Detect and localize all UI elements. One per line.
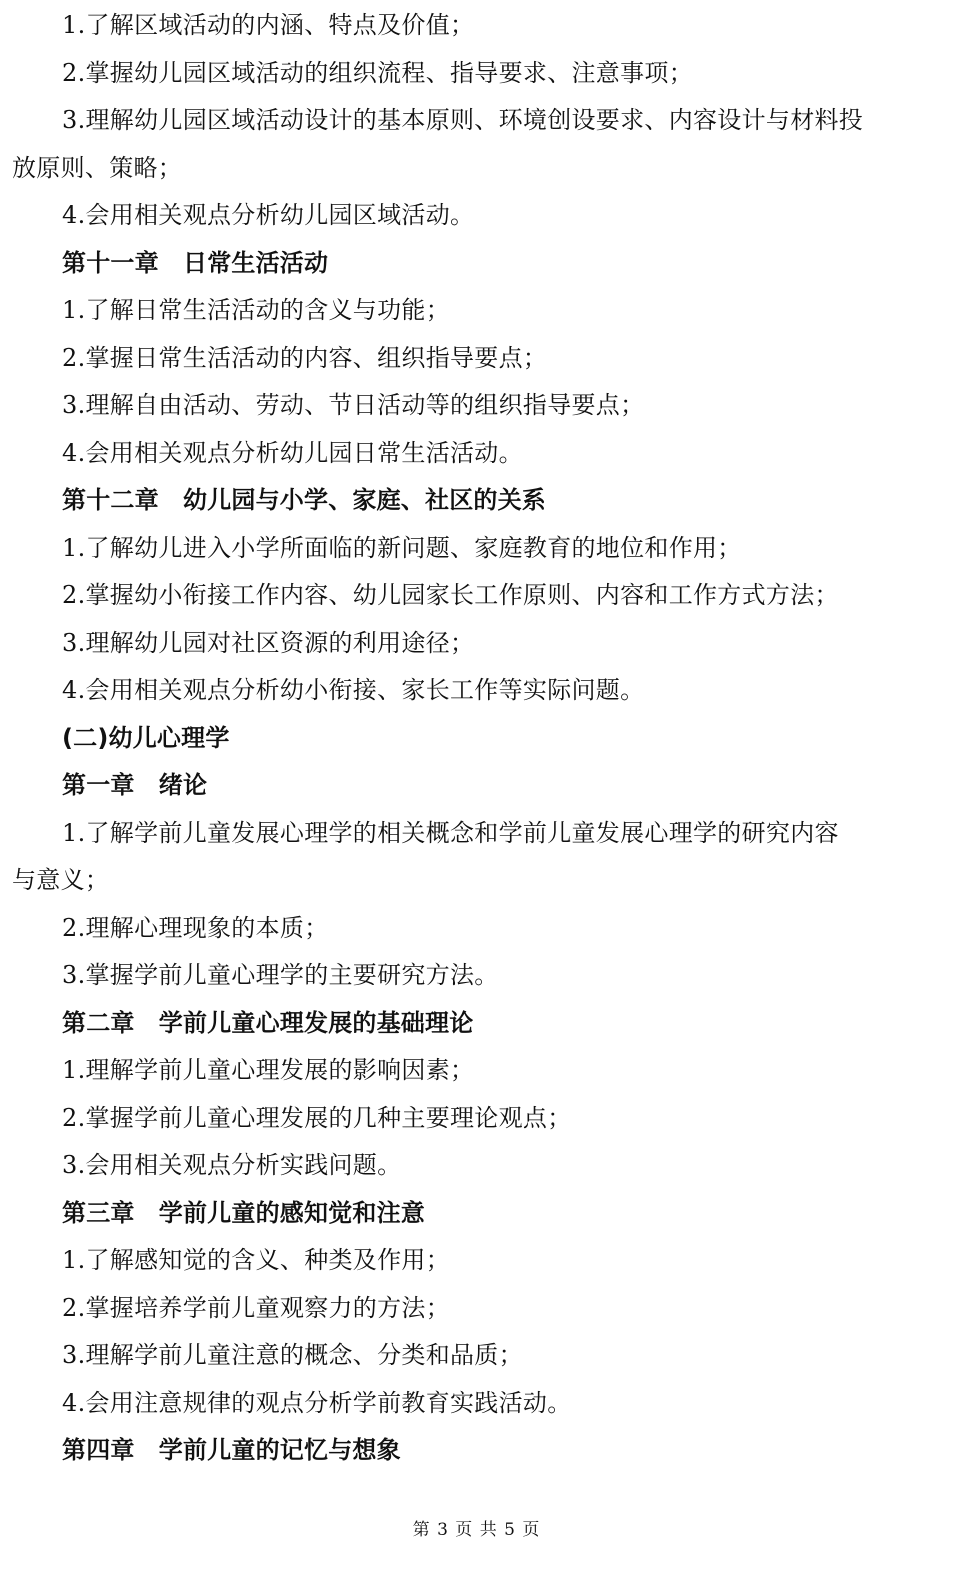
list-item: 1.了解学前儿童发展心理学的相关概念和学前儿童发展心理学的研究内容 <box>62 818 839 847</box>
list-item: 3.理解幼儿园对社区资源的利用途径； <box>62 628 475 657</box>
document-body <box>12 2 912 1475</box>
section-heading: 第一章 绪论 <box>62 771 208 799</box>
section-heading: 第四章 学前儿童的记忆与想象 <box>62 1436 401 1464</box>
list-item: 4.会用相关观点分析幼小衔接、家长工作等实际问题。 <box>62 676 645 704</box>
section-heading: (二)幼儿心理学 <box>62 723 230 752</box>
list-item: 3.理解幼儿园区域活动设计的基本原则、环境创设要求、内容设计与材料投 <box>62 106 864 134</box>
list-item: 2.掌握日常生活活动的内容、组织指导要点； <box>62 343 548 372</box>
list-item: 1.了解感知觉的含义、种类及作用； <box>62 1246 450 1274</box>
section-heading: 第三章 学前儿童的感知觉和注意 <box>62 1198 425 1227</box>
list-item: 1.了解幼儿进入小学所面临的新问题、家庭教育的地位和作用； <box>62 533 742 562</box>
section-heading: 第二章 学前儿童心理发展的基础理论 <box>62 1008 474 1037</box>
list-item: 1.理解学前儿童心理发展的影响因素； <box>62 1056 475 1084</box>
page-footer: 第 3 页 共 5 页 <box>412 1520 541 1540</box>
list-item-continuation: 放原则、策略； <box>12 153 183 182</box>
list-item: 2.掌握幼小衔接工作内容、幼儿园家长工作原则、内容和工作方式方法； <box>62 581 839 609</box>
list-item: 1.了解区域活动的内涵、特点及价值； <box>62 11 475 39</box>
list-item: 2.掌握培养学前儿童观察力的方法； <box>62 1293 450 1322</box>
list-item: 2.掌握幼儿园区域活动的组织流程、指导要求、注意事项； <box>62 58 693 87</box>
list-item: 2.掌握学前儿童心理发展的几种主要理论观点； <box>62 1103 572 1132</box>
list-item: 3.理解学前儿童注意的概念、分类和品质； <box>62 1341 523 1369</box>
list-item: 2.理解心理现象的本质； <box>62 913 329 942</box>
list-item: 4.会用相关观点分析幼儿园区域活动。 <box>62 201 475 229</box>
list-item: 3.掌握学前儿童心理学的主要研究方法。 <box>62 961 499 989</box>
list-item: 3.会用相关观点分析实践问题。 <box>62 1151 402 1179</box>
list-item: 3.理解自由活动、劳动、节日活动等的组织指导要点； <box>62 391 645 419</box>
list-item: 4.会用注意规律的观点分析学前教育实践活动。 <box>62 1388 572 1417</box>
list-item: 1.了解日常生活活动的含义与功能； <box>62 296 450 324</box>
list-item: 4.会用相关观点分析幼儿园日常生活活动。 <box>62 438 523 467</box>
list-item-continuation: 与意义； <box>12 866 110 894</box>
section-heading: 第十二章 幼儿园与小学、家庭、社区的关系 <box>62 486 546 514</box>
section-heading: 第十一章 日常生活活动 <box>62 248 329 277</box>
